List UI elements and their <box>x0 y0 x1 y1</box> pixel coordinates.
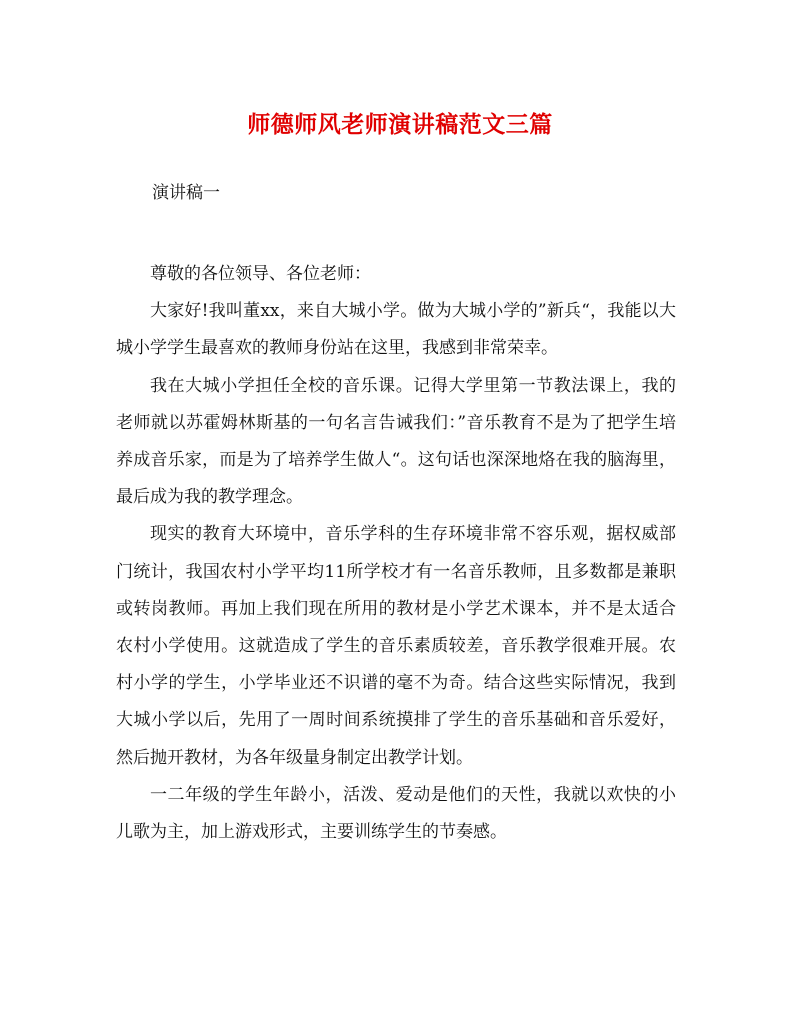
paragraph-introduction: 大家好!我叫董xx，来自大城小学。做为大城小学的”新兵“，我能以大城小学学生最喜欢的教师身份站在这里，我感到非常荣幸。 <box>116 301 676 359</box>
paragraph-current-situation: 现实的教育大环境中，音乐学科的生存环境非常不容乐观，据权威部门统计，我国农村小学平均11所学校才有一名音乐教师，且多数都是兼职或转岗教师。再加上我们现在所用的教材是小学艺术课本，并不是太适合农村小学使用。这就造成了学生的音乐素质较差，音乐教学很难开展。农村小学的学生，小学毕业还不识谱的毫不为奇。结合这些实际情况，我到大城小学以后，先用了一周时间系统摸排了学生的音乐基础和音乐爱好，然后抛开教材，为各年级量身制定出教学计划。 <box>116 524 676 768</box>
paragraph-grade-one-two: 一二年级的学生年龄小，活泼、爱动是他们的天性，我就以欢快的小儿歌为主，加上游戏形式，主要训练学生的节奏感。 <box>116 784 676 843</box>
paragraph-greeting: 尊敬的各位领导、各位老师： <box>150 264 371 284</box>
document-body <box>116 256 676 851</box>
section-heading: 演讲稿一 <box>152 183 220 203</box>
paragraph-teaching-philosophy: 我在大城小学担任全校的音乐课。记得大学里第一节教法课上，我的老师就以苏霍姆林斯基的一句名言告诫我们：”音乐教育不是为了把学生培养成音乐家，而是为了培养学生做人“。这句话也深深地烙在我的脑海里，最后成为我的教学理念。 <box>116 375 676 508</box>
document-title: 师德师风老师演讲稿范文三篇 <box>247 111 553 138</box>
